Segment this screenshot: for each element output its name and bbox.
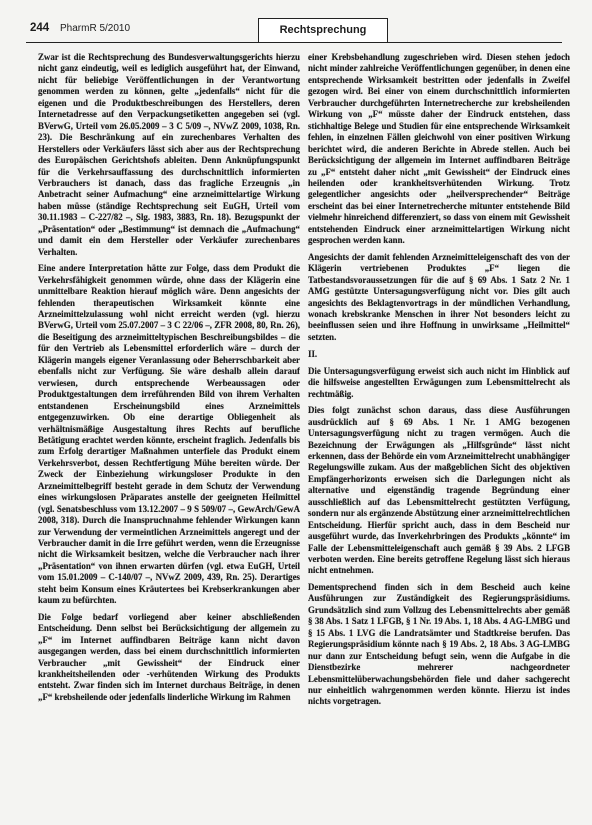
section-numeral: II. (308, 349, 318, 360)
left-column (38, 52, 300, 814)
paragraph: Eine andere Interpretation hätte zur Folge, dass dem Produkt die Verkehrsfähigkeit genommen würde, ohne dass der Klägerin eine unmittelbare Reaktion hierauf möglich wäre. Denn angesichts der fehlenden therapeutischen Wirksamkeit könnte eine Arzneimittelzulassung wohl nicht erreicht werden (vgl. hierzu BVerwG, Urteil vom 25.07.2007 – 3 C 22/06 –, ZFR 2008, 80, Rn. 26), die Beseitigung des arzneimitteltypischen Beschreibungsbildes – die für den Vertrieb als Lebensmittel erforderlich wäre – durch der Klägerin mangels eigener Veranlassung oder Beherrschbarkeit aber ebenfalls nicht zur Verfügung. Sie wäre deshalb allein darauf verwiesen, durch entsprechende Werbeaussagen oder Produktgestaltungen dem irreführenden Bild von ihrem Verhalten entstandenen Erscheinungsbild eines Arzneimittels entgegenzuwirken. Ob eine derartige Obliegenheit als verhältnismäßige Ausgestaltung ihres Rechts auf berufliche Betätigung erachtet werden könnte, erscheint fraglich. Jedenfalls bis zum Erfolg derartiger Maßnahmen unterfiele das Produkt einem Verkehrsverbot, dessen Rechtfertigung Mühe bereiten würde. Der Zweck der Einbeziehung wirkungsloser Produkte in den Arzneimittelbegriff besteht gerade in dem Schutz der Verwendung eines wirkungslosen Präparates anstelle der geeigneten Heilmittel (vgl. Senatsbeschluss vom 13.12.2007 – 9 S 509/07 –, GewArch/GewA 2008, 318). Durch die Inanspruchnahme fehlender Wirkungen kann zur Verwendung der vermeintlichen Arzneimittels angeregt und der Verbraucher damit in die Irre geführt werden, wenn die Erzeugnisse nicht die Wirksamkeit besitzen, welche die Verbraucher nach ihrer „Präsentation“ von ihnen erwarten dürfen (vgl. etwa EuGH, Urteil vom 15.01.2009 – C-140/07 –, NVwZ 2009, 439, Rn. 25). Derartiges steht beim Konsum eines Kräutertees bei Krebserkrankungen aber kaum zu befürchten. (38, 263, 300, 606)
paragraph: Zwar ist die Rechtsprechung des Bundesverwaltungsgerichts hierzu nicht ganz eindeutig, weil es lediglich ausgeführt hat, der Einwand, nicht für beliebige Veröffentlichungen in der Verantwortung genommen werden zu können, gelte „jedenfalls“ nicht für die eigenen und die Produktbeschreibungen des Herstellers, deren Internetadresse auf den Verpackungsetiketten angegeben sei (vgl. BVerwG, Urteil vom 26.05.2009 – 3 C 5/09 –, NVwZ 2009, 1038, Rn. 23). Die Beschränkung auf ein zurechenbares Verhalten des Herstellers oder Verkäufers lässt sich aber aus der Rechtsprechung des Europäischen Gerichtshofs ableiten. Denn Anknüpfungspunkt für die Verkehrsauffassung des durchschnittlich informierten Verbrauchers ist danach, dass das fragliche Erzeugnis „in Anbetracht seiner Aufmachung“ eine arzneimittelartige Wirkung haben müsse (ständige Rechtsprechung seit EuGH, Urteil vom 30.11.1983 – C-227/82 –, Slg. 1983, 3883, Rn. 18). Bezugspunkt der „Präsentation“ oder „Bestimmung“ ist demnach die „Aufmachung“ und damit ein dem Hersteller oder Verkäufer zurechenbares Verhalten. (38, 52, 300, 257)
paragraph: Angesichts der damit fehlenden Arzneimitteleigenschaft des von der Klägerin vertriebenen Produktes „F“ liegen die Tatbestandsvoraussetzungen für die auf § 69 Abs. 1 Satz 2 Nr. 1 AMG gestützte Untersagungsverfügung nicht vor. Dies gilt auch angesichts des Beklagtenvortrags in der mündlichen Verhandlung, wonach krebskranke Menschen in ihrer Not besonders leicht zu beeinflussen seien und ihre Hoffnung in unwirksame „Heilmittel“ setzten. (308, 251, 570, 342)
paragraph: einer Krebsbehandlung zugeschrieben wird. Diesen stehen jedoch nicht minder zahlreiche Veröffentlichungen gegenüber, in denen eine entsprechende Wirksamkeit bestritten oder jedenfalls in Zweifel gezogen wird. Bei einer von einem durchschnittlich informierten Verbraucher durchgeführten Internetrecherche zur krebsheilenden Wirkung von „F“ müsste daher der Eindruck entstehen, dass stichhaltige Belege und Studien für eine entsprechende Wirksamkeit fehlen, in einzelnen Fällen gleichwohl von einer positiven Wirkung berichtet wird, die anderen Berichte in Abrede stellen. Auch bei Berücksichtigung der allgemein im Internet auffindbaren Beiträge zu „F“ entsteht daher nicht „mit Gewissheit“ der Eindruck eines heilenden oder krankheitsverhütenden Wirkung. Trotz gelegentlicher angesichts oder „heilversprechender“ Beiträge erscheint das bei einer Internetrecherche mitunter entstehende Bild vielmehr hinreichend differenziert, so dass von einem mit Gewissheit entstehenden Eindruck einer arzneimittelartigen Wirkung nicht gesprochen werden kann. (308, 52, 570, 246)
page-number: 244 (30, 22, 50, 34)
page-header (26, 18, 562, 43)
section-title: Rechtsprechung (258, 18, 388, 42)
paragraph: Dementsprechend finden sich in dem Bescheid auch keine Ausführungen zur Zuständigkeit des Regierungspräsidiums. Grundsätzlich sind zum Vollzug des Lebensmittelrechts aber gemäß § 38 Abs. 1 Satz 1 LFGB, § 1 Nr. 19 Abs. 1, 18 Abs. 4 AG-LMBG und § 15 Abs. 1 LVG die Landratsämter und Stadtkreise berufen. Das Regierungspräsidium könnte nach § 19 Abs. 2, 18 Abs. 3 AG-LMBG nur dann zur Entscheidung befugt sein, wenn die Aufgabe in die Dienstbezirke mehrerer nachgeordneter Lebensmittelüberwachungsbehörden fiele und daher sachgerecht nur einheitlich wahrgenommen werden könnte. Hierzu ist indes nichts vorgetragen. (308, 581, 570, 707)
paragraph: Dies folgt zunächst schon daraus, dass diese Ausführungen ausdrücklich auf § 69 Abs. 1 Nr. 1 AMG bezogenen Untersagungsverfügung nicht zu tragen vermögen. Auch die Bezeichnung der Erwägungen als „Hilfsgründe“ lässt nicht erkennen, dass der Behörde ein vom Arzneimittelrecht unabhängiger Regelungswille zukam. Aus der maßgeblichen Sicht des objektiven Empfängerhorizonts erweisen sich die Darlegungen nicht als alternative und eigenständig tragende Begründung einer ausschließlich auf das Lebensmittelrecht gestützten Verfügung, sondern nur als ergänzende Abstützung einer arzneimittelrechtlichen Entscheidung. Hierfür spricht auch, dass in dem Bescheid nur ausgeführt wurde, das Inverkehrbringen des Produkts „könnte“ im Falle der Lebensmitteleigenschaft auch gemäß § 39 Abs. 2 LFGB verboten werden. Eine bereits getroffene Regelung lässt sich hieraus nicht entnehmen. (308, 405, 570, 576)
right-column (308, 52, 570, 814)
paragraph: Die Folge bedarf vorliegend aber keiner abschließenden Entscheidung. Denn selbst bei Berücksichtigung der allgemein zu „F“ im Internet auffindbaren Beiträge kann nicht davon ausgegangen werden, dass bei einem durchschnittlich informierten Verbraucher „mit Gewissheit“ der Eindruck einer krankheitsheilenden oder -verhütenden Wirkung des Produkts entsteht. Zwar finden sich im Internet durchaus Beiträge, in denen „F“ krebsheilende oder jedenfalls linderliche Wirkung im Rahmen (38, 611, 300, 702)
journal-citation: PharmR 5/2010 (60, 23, 131, 34)
paragraph: Die Untersagungsverfügung erweist sich auch nicht im Hinblick auf die hilfsweise angestellten Erwägungen zum Lebensmittelrecht als rechtmäßig. (308, 365, 570, 399)
